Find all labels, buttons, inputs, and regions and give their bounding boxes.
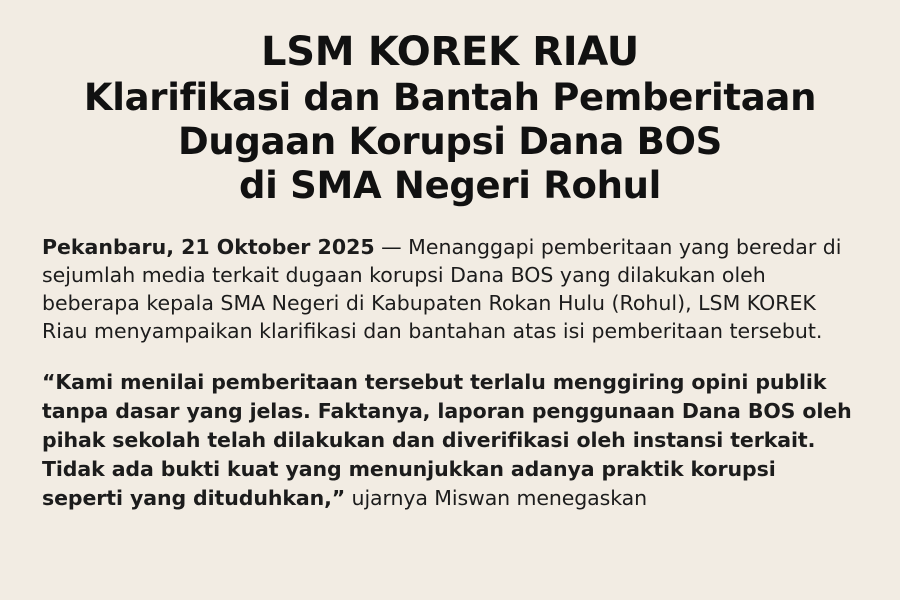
quote-paragraph — [42, 368, 858, 514]
headline-line-2: Klarifikasi dan Bantah Pemberitaan — [83, 76, 817, 120]
quote-text: “Kami menilai pemberitaan tersebut terlalu menggiring opini publik tanpa dasar yang jelas. Faktanya, laporan penggunaan Dana BOS oleh pihak sekolah telah dilakukan dan diverifikasi oleh instansi terkait. Tidak ada bukti kuat yang menunjukkan adanya praktik korupsi seperti yang dituduhkan,” — [42, 369, 852, 511]
article-body — [42, 233, 858, 514]
quote-attribution: ujarnya Miswan menegaskan — [345, 486, 647, 511]
dateline: Pekanbaru, 21 Oktober 2025 — [42, 234, 375, 259]
headline-line-4: di SMA Negeri Rohul — [238, 163, 662, 207]
headline-line-1: LSM KOREK RIAU — [261, 29, 639, 75]
headline — [42, 30, 858, 207]
headline-line-3: Dugaan Korupsi Dana BOS — [177, 119, 723, 163]
lead-paragraph — [42, 233, 858, 346]
lead-text: — Menanggapi pemberitaan yang beredar di sejumlah media terkait dugaan korupsi Dana BOS yang dilakukan oleh beberapa kepala SMA Negeri di Kabupaten Rokan Hulu (Rohul), LSM KOREK Riau menyampaikan klarifikasi dan bantahan atas isi pemberitaan tersebut. — [42, 234, 842, 344]
